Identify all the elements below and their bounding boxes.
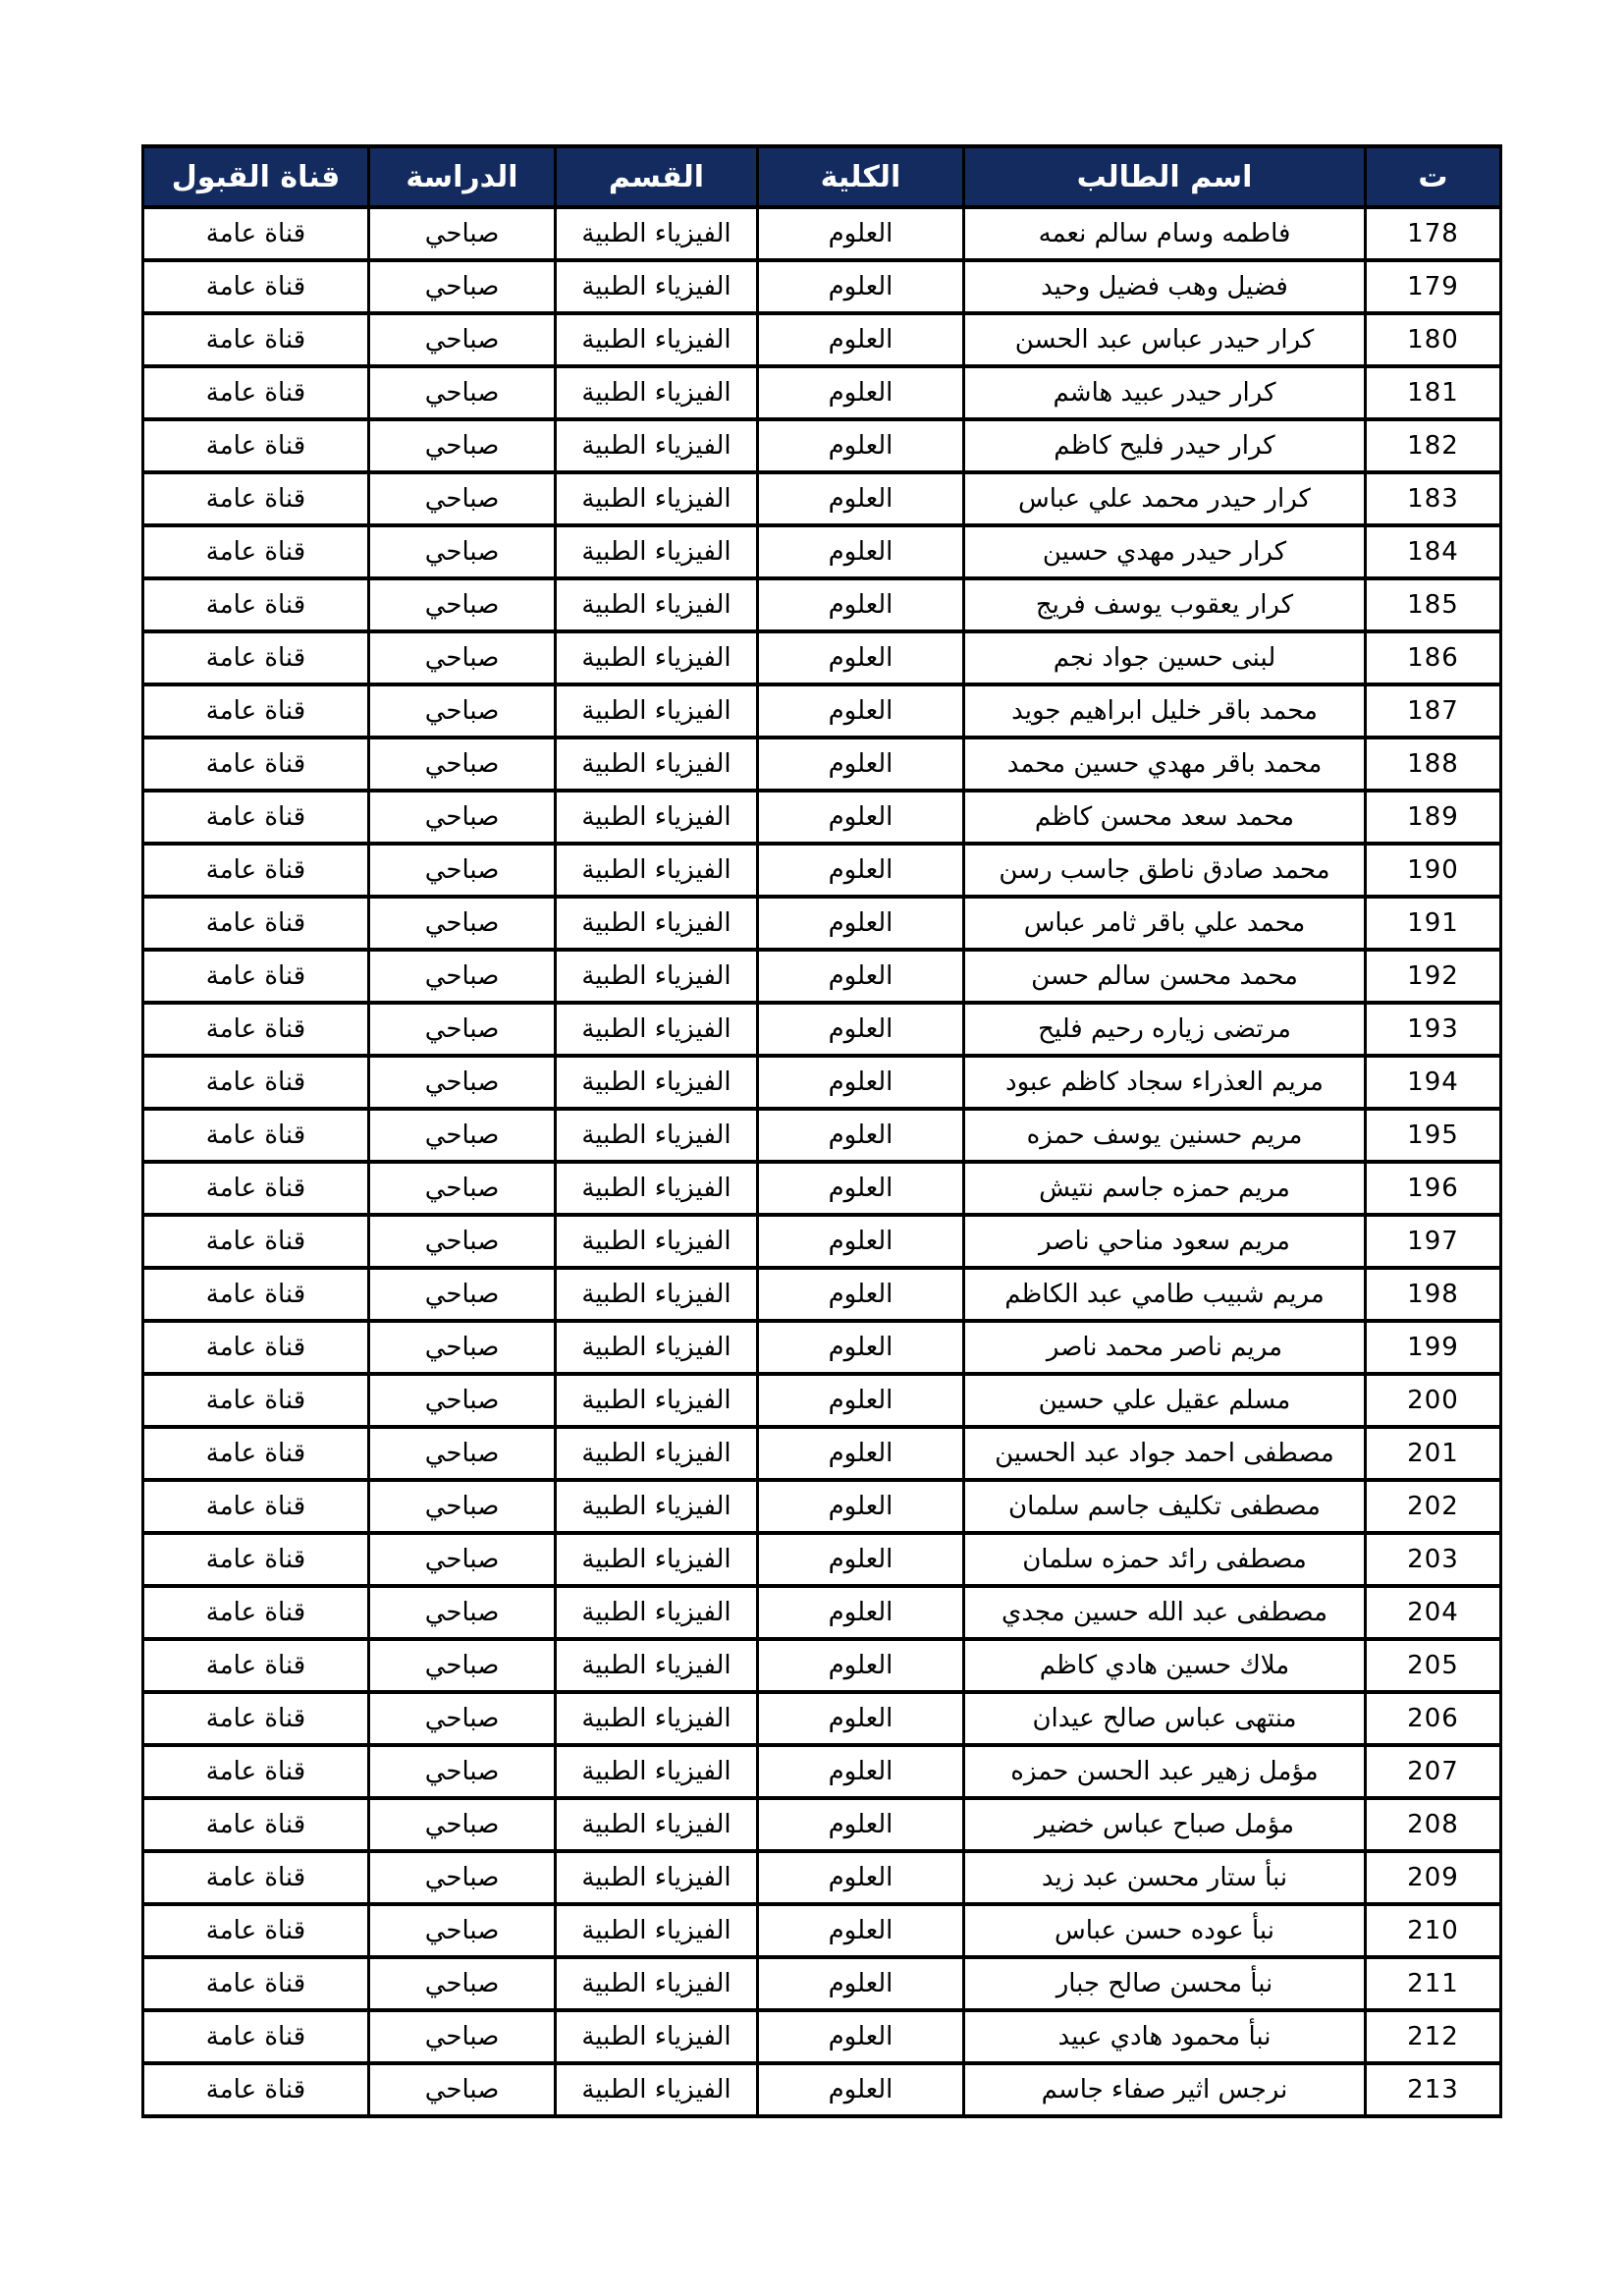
cell-student-name: كرار حيدر عباس عبد الحسن (964, 313, 1366, 366)
cell-student-name: كرار حيدر عبيد هاشم (964, 366, 1366, 419)
cell-number: 210 (1366, 1904, 1501, 1957)
cell-number: 191 (1366, 897, 1501, 950)
cell-admission-channel: قناة عامة (143, 631, 369, 684)
cell-college: العلوم (758, 844, 964, 897)
cell-department: الفيزياء الطبية (556, 897, 758, 950)
cell-study: صباحي (369, 1003, 556, 1056)
table-row (143, 1692, 1501, 1745)
cell-number: 202 (1366, 1480, 1501, 1533)
cell-number: 179 (1366, 260, 1501, 313)
cell-student-name: نبأ محسن صالح جبار (964, 1957, 1366, 2010)
cell-student-name: مصطفى تكليف جاسم سلمان (964, 1480, 1366, 1533)
table-row (143, 1904, 1501, 1957)
cell-department: الفيزياء الطبية (556, 1957, 758, 2010)
cell-number: 183 (1366, 472, 1501, 525)
cell-admission-channel: قناة عامة (143, 1268, 369, 1321)
cell-admission-channel: قناة عامة (143, 1003, 369, 1056)
cell-department: الفيزياء الطبية (556, 631, 758, 684)
cell-study: صباحي (369, 1109, 556, 1162)
cell-number: 180 (1366, 313, 1501, 366)
cell-student-name: محمد سعد محسن كاظم (964, 791, 1366, 844)
cell-department: الفيزياء الطبية (556, 1851, 758, 1904)
cell-admission-channel: قناة عامة (143, 684, 369, 738)
cell-study: صباحي (369, 2063, 556, 2116)
cell-admission-channel: قناة عامة (143, 2010, 369, 2063)
cell-admission-channel: قناة عامة (143, 791, 369, 844)
cell-college: العلوم (758, 1374, 964, 1427)
cell-student-name: محمد باقر خليل ابراهيم جويد (964, 684, 1366, 738)
cell-department: الفيزياء الطبية (556, 950, 758, 1003)
cell-college: العلوم (758, 260, 964, 313)
cell-admission-channel: قناة عامة (143, 313, 369, 366)
cell-number: 199 (1366, 1321, 1501, 1374)
cell-number: 185 (1366, 578, 1501, 631)
cell-number: 196 (1366, 1162, 1501, 1215)
cell-study: صباحي (369, 525, 556, 578)
cell-study: صباحي (369, 1851, 556, 1904)
header-number: ت (1366, 146, 1501, 207)
table-row (143, 1321, 1501, 1374)
table-row (143, 313, 1501, 366)
cell-student-name: فاطمه وسام سالم نعمه (964, 207, 1366, 260)
cell-study: صباحي (369, 260, 556, 313)
cell-number: 211 (1366, 1957, 1501, 2010)
cell-admission-channel: قناة عامة (143, 950, 369, 1003)
cell-student-name: نبأ عوده حسن عباس (964, 1904, 1366, 1957)
cell-college: العلوم (758, 950, 964, 1003)
cell-college: العلوم (758, 791, 964, 844)
cell-admission-channel: قناة عامة (143, 1215, 369, 1268)
cell-department: الفيزياء الطبية (556, 525, 758, 578)
table-row (143, 631, 1501, 684)
cell-study: صباحي (369, 1215, 556, 1268)
cell-number: 212 (1366, 2010, 1501, 2063)
cell-student-name: ملاك حسين هادي كاظم (964, 1639, 1366, 1692)
table-row (143, 1798, 1501, 1851)
cell-number: 201 (1366, 1427, 1501, 1480)
cell-college: العلوم (758, 1056, 964, 1109)
cell-admission-channel: قناة عامة (143, 1374, 369, 1427)
cell-student-name: مصطفى احمد جواد عبد الحسين (964, 1427, 1366, 1480)
cell-college: العلوم (758, 525, 964, 578)
cell-college: العلوم (758, 472, 964, 525)
cell-student-name: مريم العذراء سجاد كاظم عبود (964, 1056, 1366, 1109)
cell-admission-channel: قناة عامة (143, 2063, 369, 2116)
cell-department: الفيزياء الطبية (556, 1268, 758, 1321)
cell-number: 209 (1366, 1851, 1501, 1904)
cell-college: العلوم (758, 1639, 964, 1692)
cell-college: العلوم (758, 684, 964, 738)
cell-admission-channel: قناة عامة (143, 1692, 369, 1745)
cell-number: 195 (1366, 1109, 1501, 1162)
cell-number: 193 (1366, 1003, 1501, 1056)
cell-study: صباحي (369, 366, 556, 419)
cell-department: الفيزياء الطبية (556, 2063, 758, 2116)
cell-study: صباحي (369, 1798, 556, 1851)
cell-department: الفيزياء الطبية (556, 1374, 758, 1427)
cell-college: العلوم (758, 1003, 964, 1056)
cell-student-name: مرتضى زياره رحيم فليح (964, 1003, 1366, 1056)
cell-college: العلوم (758, 1745, 964, 1798)
header-study: الدراسة (369, 146, 556, 207)
cell-admission-channel: قناة عامة (143, 1904, 369, 1957)
cell-number: 213 (1366, 2063, 1501, 2116)
table-body (143, 207, 1501, 2116)
cell-admission-channel: قناة عامة (143, 738, 369, 791)
cell-number: 187 (1366, 684, 1501, 738)
cell-study: صباحي (369, 1427, 556, 1480)
cell-college: العلوم (758, 1533, 964, 1586)
cell-college: العلوم (758, 1215, 964, 1268)
table-row (143, 897, 1501, 950)
cell-college: العلوم (758, 631, 964, 684)
table-row (143, 2063, 1501, 2116)
cell-admission-channel: قناة عامة (143, 260, 369, 313)
cell-admission-channel: قناة عامة (143, 525, 369, 578)
cell-admission-channel: قناة عامة (143, 472, 369, 525)
table-row (143, 578, 1501, 631)
cell-student-name: كرار يعقوب يوسف فريج (964, 578, 1366, 631)
cell-study: صباحي (369, 313, 556, 366)
cell-college: العلوم (758, 207, 964, 260)
table-row (143, 1586, 1501, 1639)
cell-department: الفيزياء الطبية (556, 1639, 758, 1692)
cell-department: الفيزياء الطبية (556, 1586, 758, 1639)
cell-number: 192 (1366, 950, 1501, 1003)
cell-admission-channel: قناة عامة (143, 1745, 369, 1798)
cell-study: صباحي (369, 1268, 556, 1321)
cell-department: الفيزياء الطبية (556, 1427, 758, 1480)
cell-study: صباحي (369, 684, 556, 738)
header-student-name: اسم الطالب (964, 146, 1366, 207)
table-row (143, 1003, 1501, 1056)
cell-college: العلوم (758, 1321, 964, 1374)
cell-department: الفيزياء الطبية (556, 1162, 758, 1215)
cell-admission-channel: قناة عامة (143, 1321, 369, 1374)
cell-student-name: مؤمل زهير عبد الحسن حمزه (964, 1745, 1366, 1798)
header-admission-channel: قناة القبول (143, 146, 369, 207)
cell-study: صباحي (369, 1957, 556, 2010)
table-row (143, 260, 1501, 313)
table-header (143, 146, 1501, 207)
cell-college: العلوم (758, 1480, 964, 1533)
cell-study: صباحي (369, 207, 556, 260)
header-department: القسم (556, 146, 758, 207)
cell-college: العلوم (758, 1109, 964, 1162)
cell-study: صباحي (369, 472, 556, 525)
cell-college: العلوم (758, 1427, 964, 1480)
table-row (143, 1374, 1501, 1427)
cell-student-name: نرجس اثير صفاء جاسم (964, 2063, 1366, 2116)
cell-number: 182 (1366, 419, 1501, 472)
cell-admission-channel: قناة عامة (143, 419, 369, 472)
cell-admission-channel: قناة عامة (143, 1533, 369, 1586)
cell-number: 198 (1366, 1268, 1501, 1321)
cell-admission-channel: قناة عامة (143, 1480, 369, 1533)
cell-department: الفيزياء الطبية (556, 1003, 758, 1056)
cell-department: الفيزياء الطبية (556, 260, 758, 313)
cell-college: العلوم (758, 419, 964, 472)
cell-college: العلوم (758, 1586, 964, 1639)
cell-number: 206 (1366, 1692, 1501, 1745)
cell-study: صباحي (369, 2010, 556, 2063)
table-row (143, 207, 1501, 260)
cell-college: العلوم (758, 1162, 964, 1215)
table-row (143, 738, 1501, 791)
cell-admission-channel: قناة عامة (143, 1851, 369, 1904)
cell-department: الفيزياء الطبية (556, 1798, 758, 1851)
cell-department: الفيزياء الطبية (556, 1056, 758, 1109)
cell-college: العلوم (758, 897, 964, 950)
cell-admission-channel: قناة عامة (143, 1427, 369, 1480)
cell-study: صباحي (369, 1480, 556, 1533)
cell-college: العلوم (758, 2063, 964, 2116)
table-row (143, 1109, 1501, 1162)
cell-number: 189 (1366, 791, 1501, 844)
cell-department: الفيزياء الطبية (556, 472, 758, 525)
cell-study: صباحي (369, 578, 556, 631)
cell-number: 178 (1366, 207, 1501, 260)
cell-department: الفيزياء الطبية (556, 684, 758, 738)
cell-study: صباحي (369, 791, 556, 844)
cell-department: الفيزياء الطبية (556, 1692, 758, 1745)
table-row (143, 525, 1501, 578)
cell-admission-channel: قناة عامة (143, 1586, 369, 1639)
table-row (143, 472, 1501, 525)
cell-study: صباحي (369, 1692, 556, 1745)
cell-study: صباحي (369, 897, 556, 950)
cell-admission-channel: قناة عامة (143, 1056, 369, 1109)
cell-student-name: لبنى حسين جواد نجم (964, 631, 1366, 684)
cell-student-name: مسلم عقيل علي حسين (964, 1374, 1366, 1427)
table-row (143, 1745, 1501, 1798)
header-row (143, 146, 1501, 207)
cell-number: 203 (1366, 1533, 1501, 1586)
cell-student-name: مريم حسنين يوسف حمزه (964, 1109, 1366, 1162)
cell-number: 207 (1366, 1745, 1501, 1798)
header-college: الكلية (758, 146, 964, 207)
cell-number: 184 (1366, 525, 1501, 578)
cell-study: صباحي (369, 1745, 556, 1798)
cell-study: صباحي (369, 1374, 556, 1427)
cell-student-name: مؤمل صباح عباس خضير (964, 1798, 1366, 1851)
cell-college: العلوم (758, 366, 964, 419)
table-row (143, 1162, 1501, 1215)
cell-department: الفيزياء الطبية (556, 1533, 758, 1586)
table-row (143, 1056, 1501, 1109)
cell-number: 188 (1366, 738, 1501, 791)
table-row (143, 1268, 1501, 1321)
table-row (143, 366, 1501, 419)
cell-admission-channel: قناة عامة (143, 897, 369, 950)
cell-student-name: مريم حمزه جاسم نتيش (964, 1162, 1366, 1215)
cell-study: صباحي (369, 950, 556, 1003)
table-row (143, 791, 1501, 844)
cell-department: الفيزياء الطبية (556, 1904, 758, 1957)
cell-number: 186 (1366, 631, 1501, 684)
cell-admission-channel: قناة عامة (143, 578, 369, 631)
cell-department: الفيزياء الطبية (556, 313, 758, 366)
cell-study: صباحي (369, 1639, 556, 1692)
table-row (143, 1639, 1501, 1692)
cell-department: الفيزياء الطبية (556, 791, 758, 844)
cell-college: العلوم (758, 1692, 964, 1745)
cell-study: صباحي (369, 1533, 556, 1586)
cell-department: الفيزياء الطبية (556, 419, 758, 472)
cell-college: العلوم (758, 1798, 964, 1851)
cell-student-name: نبأ محمود هادي عبيد (964, 2010, 1366, 2063)
cell-student-name: محمد محسن سالم حسن (964, 950, 1366, 1003)
students-table (141, 144, 1502, 2118)
cell-college: العلوم (758, 1268, 964, 1321)
table-row (143, 950, 1501, 1003)
table-row (143, 1533, 1501, 1586)
cell-college: العلوم (758, 738, 964, 791)
cell-study: صباحي (369, 738, 556, 791)
cell-study: صباحي (369, 1162, 556, 1215)
cell-admission-channel: قناة عامة (143, 1109, 369, 1162)
cell-admission-channel: قناة عامة (143, 844, 369, 897)
cell-department: الفيزياء الطبية (556, 1745, 758, 1798)
table-row (143, 1851, 1501, 1904)
cell-study: صباحي (369, 1904, 556, 1957)
cell-number: 205 (1366, 1639, 1501, 1692)
cell-college: العلوم (758, 1904, 964, 1957)
cell-student-name: مصطفى عبد الله حسين مجدي (964, 1586, 1366, 1639)
table-row (143, 1215, 1501, 1268)
cell-admission-channel: قناة عامة (143, 1639, 369, 1692)
cell-study: صباحي (369, 1586, 556, 1639)
cell-number: 181 (1366, 366, 1501, 419)
cell-student-name: كرار حيدر فليح كاظم (964, 419, 1366, 472)
cell-department: الفيزياء الطبية (556, 1215, 758, 1268)
cell-student-name: مريم سعود مناحي ناصر (964, 1215, 1366, 1268)
table-row (143, 684, 1501, 738)
table-row (143, 1427, 1501, 1480)
cell-department: الفيزياء الطبية (556, 1109, 758, 1162)
cell-department: الفيزياء الطبية (556, 578, 758, 631)
cell-student-name: كرار حيدر محمد علي عباس (964, 472, 1366, 525)
cell-student-name: مريم شبيب طامي عبد الكاظم (964, 1268, 1366, 1321)
cell-college: العلوم (758, 1957, 964, 2010)
cell-number: 190 (1366, 844, 1501, 897)
cell-study: صباحي (369, 419, 556, 472)
cell-admission-channel: قناة عامة (143, 1162, 369, 1215)
table-row (143, 844, 1501, 897)
cell-student-name: مريم ناصر محمد ناصر (964, 1321, 1366, 1374)
table-row (143, 419, 1501, 472)
cell-department: الفيزياء الطبية (556, 738, 758, 791)
cell-college: العلوم (758, 313, 964, 366)
cell-department: الفيزياء الطبية (556, 1321, 758, 1374)
cell-admission-channel: قناة عامة (143, 207, 369, 260)
cell-admission-channel: قناة عامة (143, 1798, 369, 1851)
cell-student-name: نبأ ستار محسن عبد زيد (964, 1851, 1366, 1904)
cell-department: الفيزياء الطبية (556, 366, 758, 419)
cell-number: 204 (1366, 1586, 1501, 1639)
cell-admission-channel: قناة عامة (143, 1957, 369, 2010)
table-row (143, 1480, 1501, 1533)
cell-college: العلوم (758, 578, 964, 631)
cell-department: الفيزياء الطبية (556, 844, 758, 897)
cell-number: 197 (1366, 1215, 1501, 1268)
cell-number: 200 (1366, 1374, 1501, 1427)
cell-college: العلوم (758, 1851, 964, 1904)
cell-student-name: فضيل وهب فضيل وحيد (964, 260, 1366, 313)
cell-student-name: منتهى عباس صالح عيدان (964, 1692, 1366, 1745)
cell-college: العلوم (758, 2010, 964, 2063)
cell-study: صباحي (369, 631, 556, 684)
cell-student-name: كرار حيدر مهدي حسين (964, 525, 1366, 578)
cell-student-name: محمد باقر مهدي حسين محمد (964, 738, 1366, 791)
table-row (143, 2010, 1501, 2063)
cell-department: الفيزياء الطبية (556, 1480, 758, 1533)
cell-department: الفيزياء الطبية (556, 2010, 758, 2063)
table-row (143, 1957, 1501, 2010)
cell-student-name: مصطفى رائد حمزه سلمان (964, 1533, 1366, 1586)
cell-study: صباحي (369, 1056, 556, 1109)
cell-admission-channel: قناة عامة (143, 366, 369, 419)
cell-number: 194 (1366, 1056, 1501, 1109)
cell-student-name: محمد صادق ناطق جاسب رسن (964, 844, 1366, 897)
cell-study: صباحي (369, 1321, 556, 1374)
cell-department: الفيزياء الطبية (556, 207, 758, 260)
cell-study: صباحي (369, 844, 556, 897)
cell-number: 208 (1366, 1798, 1501, 1851)
cell-student-name: محمد علي باقر ثامر عباس (964, 897, 1366, 950)
